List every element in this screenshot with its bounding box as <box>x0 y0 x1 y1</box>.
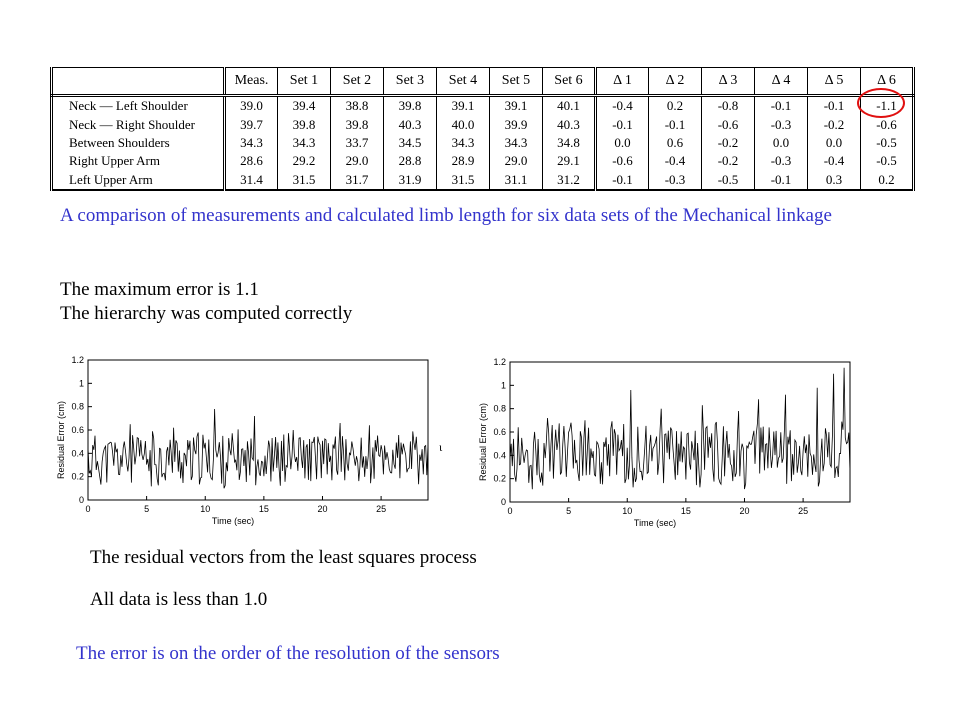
y-tick-label: 0.8 <box>493 403 506 414</box>
table-cell: -1.1 <box>861 96 914 116</box>
x-tick-label: 0 <box>507 506 513 516</box>
comparison-table <box>50 67 915 191</box>
table-cell: 40.1 <box>543 96 596 116</box>
table-cell: -0.5 <box>702 171 755 190</box>
x-tick-label: 10 <box>200 504 211 514</box>
table-cell: 31.2 <box>543 171 596 190</box>
residual-series-line <box>510 368 850 489</box>
table-row <box>52 171 914 190</box>
y-tick-label: 1.2 <box>493 357 506 367</box>
table-cell: -0.5 <box>861 134 914 152</box>
table-cell: 28.6 <box>225 152 278 170</box>
column-header: Meas. <box>225 68 278 96</box>
table-cell: 39.9 <box>490 115 543 133</box>
column-header: Set 4 <box>437 68 490 96</box>
x-tick-label: 5 <box>144 504 150 514</box>
y-tick-label: 0.6 <box>493 427 506 437</box>
table-cell: 31.4 <box>225 171 278 190</box>
table-cell: -0.2 <box>808 115 861 133</box>
x-axis-label: Time (sec) <box>211 516 255 526</box>
table-cell: 40.3 <box>543 115 596 133</box>
y-tick-label: 0 <box>78 495 84 505</box>
column-header: Δ 1 <box>596 68 649 96</box>
table-cell: -0.6 <box>861 115 914 133</box>
table-cell: -0.3 <box>649 171 702 190</box>
table-cell: 31.5 <box>278 171 331 190</box>
column-header: Set 6 <box>543 68 596 96</box>
y-tick-label: 1.2 <box>71 355 84 365</box>
x-tick-label: 10 <box>622 506 633 516</box>
table-cell: 0.2 <box>649 96 702 116</box>
table-cell: 31.9 <box>384 171 437 190</box>
column-header: Set 3 <box>384 68 437 96</box>
y-tick-label: 0.2 <box>71 471 84 482</box>
y-tick-label: 0.6 <box>71 425 84 435</box>
table-cell: 29.0 <box>490 152 543 170</box>
table-cell: 0.0 <box>596 134 649 152</box>
residual-chart-right <box>470 352 855 537</box>
table-cell: 28.8 <box>384 152 437 170</box>
y-tick-label: 1 <box>500 380 506 391</box>
y-tick-label: 0.2 <box>493 473 506 484</box>
residual-plot-left <box>48 350 433 535</box>
y-axis-label: Residual Error (cm) <box>56 400 66 480</box>
x-tick-label: 20 <box>739 506 750 516</box>
table-cell: 39.8 <box>384 96 437 116</box>
column-header: Δ 6 <box>861 68 914 96</box>
table-cell: 31.5 <box>437 171 490 190</box>
table-cell: 31.1 <box>490 171 543 190</box>
hierarchy-text: The hierarchy was computed correctly <box>60 303 353 324</box>
row-label: Right Upper Arm <box>52 152 225 170</box>
x-tick-label: 20 <box>317 504 328 514</box>
table-cell: 40.0 <box>437 115 490 133</box>
table-cell: 39.8 <box>331 115 384 133</box>
y-tick-label: 0 <box>500 497 506 507</box>
column-header: Δ 3 <box>702 68 755 96</box>
row-label: Between Shoulders <box>52 134 225 152</box>
table-header-row <box>52 68 914 96</box>
table-cell: -0.1 <box>649 115 702 133</box>
table-cell: -0.1 <box>808 96 861 116</box>
x-tick-label: 15 <box>680 506 691 516</box>
table-cell: -0.1 <box>755 171 808 190</box>
table-cell: 0.6 <box>649 134 702 152</box>
table-cell: 29.0 <box>331 152 384 170</box>
table-cell: 39.4 <box>278 96 331 116</box>
table-cell: 0.0 <box>808 134 861 152</box>
row-label: Left Upper Arm <box>52 171 225 190</box>
column-header: Δ 2 <box>649 68 702 96</box>
residual-text: The residual vectors from the least squares process <box>90 547 477 568</box>
table-cell: 39.0 <box>225 96 278 116</box>
table-row <box>52 134 914 152</box>
row-label: Neck — Left Shoulder <box>52 96 225 116</box>
table-body <box>52 96 914 191</box>
table-cell: 38.8 <box>331 96 384 116</box>
table-cell: 34.5 <box>384 134 437 152</box>
y-tick-label: 0.4 <box>71 448 84 459</box>
table-cell: 39.7 <box>225 115 278 133</box>
table-row <box>52 96 914 116</box>
table-cell: 0.0 <box>755 134 808 152</box>
y-tick-label: 0.4 <box>493 450 506 461</box>
table-cell: 0.3 <box>808 171 861 190</box>
plot-frame <box>510 362 850 502</box>
column-header: Δ 5 <box>808 68 861 96</box>
table-cell: 39.1 <box>437 96 490 116</box>
measurement-table <box>50 67 915 191</box>
table-cell: 33.7 <box>331 134 384 152</box>
resolution-text: The error is on the order of the resolution of the sensors <box>76 643 500 664</box>
table-cell: 0.2 <box>861 171 914 190</box>
x-tick-label: 5 <box>566 506 572 516</box>
table-cell: -0.1 <box>596 171 649 190</box>
header-blank <box>52 68 225 96</box>
table-cell: -0.8 <box>702 96 755 116</box>
table-cell: -0.6 <box>702 115 755 133</box>
table-cell: -0.1 <box>755 96 808 116</box>
table-cell: -0.2 <box>702 134 755 152</box>
x-tick-label: 15 <box>258 504 269 514</box>
table-cell: 28.9 <box>437 152 490 170</box>
table-row <box>52 152 914 170</box>
table-cell: 34.8 <box>543 134 596 152</box>
column-header: Set 2 <box>331 68 384 96</box>
table-cell: -0.4 <box>596 96 649 116</box>
table-cell: 39.8 <box>278 115 331 133</box>
x-tick-label: 0 <box>85 504 91 514</box>
table-cell: 34.3 <box>437 134 490 152</box>
table-cell: -0.4 <box>649 152 702 170</box>
table-row <box>52 115 914 133</box>
table-cell: -0.1 <box>596 115 649 133</box>
residual-series-line <box>88 409 428 488</box>
table-cell: 34.3 <box>225 134 278 152</box>
less-than-text: All data is less than 1.0 <box>90 589 268 610</box>
x-axis-label: Time (sec) <box>633 518 677 528</box>
max-error-highlight-circle <box>857 88 905 118</box>
table-cell: -0.6 <box>596 152 649 170</box>
row-label: Neck — Right Shoulder <box>52 115 225 133</box>
table-cell: -0.5 <box>861 152 914 170</box>
column-header: Set 5 <box>490 68 543 96</box>
column-header: Set 1 <box>278 68 331 96</box>
table-cell: -0.3 <box>755 115 808 133</box>
x-tick-label: 25 <box>376 504 387 514</box>
table-cell: 40.3 <box>384 115 437 133</box>
residual-chart-left <box>48 350 433 535</box>
column-header: Δ 4 <box>755 68 808 96</box>
residual-plot-right <box>470 352 855 537</box>
table-cell: -0.2 <box>702 152 755 170</box>
table-cell: 34.3 <box>278 134 331 152</box>
y-axis-label: Residual Error (cm) <box>478 402 488 482</box>
table-cell: -0.4 <box>808 152 861 170</box>
max-error-text: The maximum error is 1.1 <box>60 279 259 300</box>
table-cell: 39.1 <box>490 96 543 116</box>
y-tick-label: 0.8 <box>71 401 84 412</box>
table-cell: 29.2 <box>278 152 331 170</box>
table-cell: 34.3 <box>490 134 543 152</box>
plot-frame <box>88 360 428 500</box>
stray-mark: ι <box>439 440 443 454</box>
x-tick-label: 25 <box>798 506 809 516</box>
table-cell: 31.7 <box>331 171 384 190</box>
y-tick-label: 1 <box>78 378 84 389</box>
table-caption: A comparison of measurements and calculated limb length for six data sets of the Mechanical linkage <box>60 205 832 226</box>
table-cell: 29.1 <box>543 152 596 170</box>
table-cell: -0.3 <box>755 152 808 170</box>
